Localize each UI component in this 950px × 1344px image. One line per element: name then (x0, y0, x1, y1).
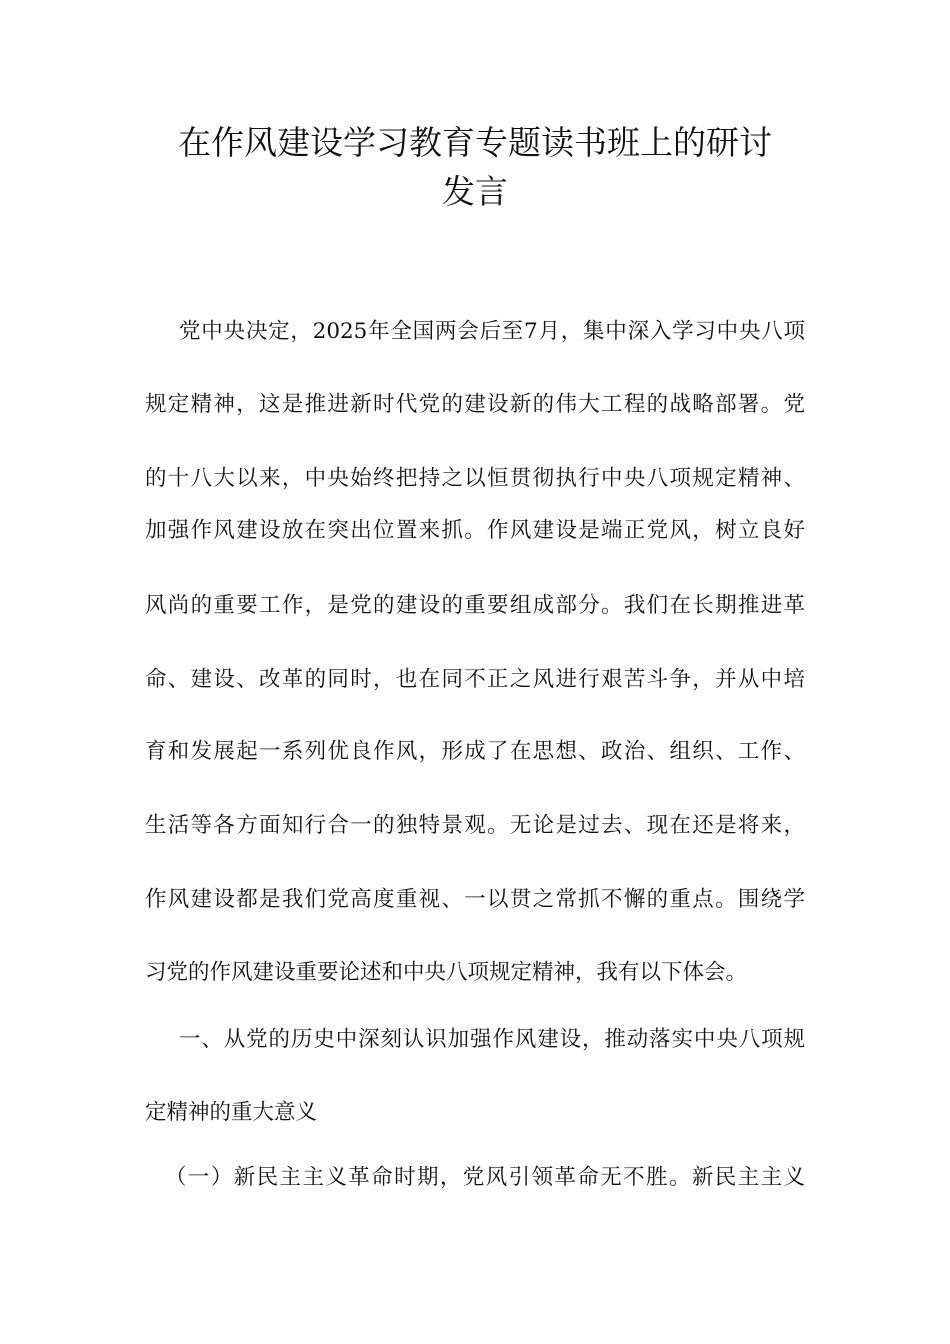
text-line: （一）新民主主义革命时期，党风引领革命无不胜。新民主主义 (165, 1165, 805, 1190)
text-line: 育和发展起一系列优良作风，形成了在思想、政治、组织、工作、 (145, 739, 805, 764)
text-line: 党中央决定，2025年全国两会后至7月，集中深入学习中央八项 (179, 319, 805, 344)
heading-line: 定精神的重大意义 (145, 1100, 318, 1125)
text-line: 的十八大以来，中央始终把持之以恒贯彻执行中央八项规定精神、 (145, 466, 805, 491)
heading-line: 一、从党的历史中深刻认识加强作风建设，推动落实中央八项规 (179, 1027, 805, 1052)
text-line: 风尚的重要工作，是党的建设的重要组成部分。我们在长期推进革 (145, 593, 805, 618)
text-line: 命、建设、改革的同时，也在同不正之风进行艰苦斗争，并从中培 (145, 667, 805, 692)
text-line: 作风建设都是我们党高度重视、一以贯之常抓不懈的重点。围绕学 (145, 887, 805, 912)
text-line: 习党的作风建设重要论述和中央八项规定精神，我有以下体会。 (145, 960, 748, 985)
document-title-line-1: 在作风建设学习教育专题读书班上的研讨 (178, 123, 772, 162)
text-line: 加强作风建设放在突出位置来抓。作风建设是端正党风，树立良好 (145, 518, 805, 543)
text-line: 生活等各方面知行合一的独特景观。无论是过去、现在还是将来， (145, 813, 805, 838)
text-line: 规定精神，这是推进新时代党的建设新的伟大工程的战略部署。党 (145, 392, 805, 417)
document-title-line-2: 发言 (442, 172, 508, 211)
